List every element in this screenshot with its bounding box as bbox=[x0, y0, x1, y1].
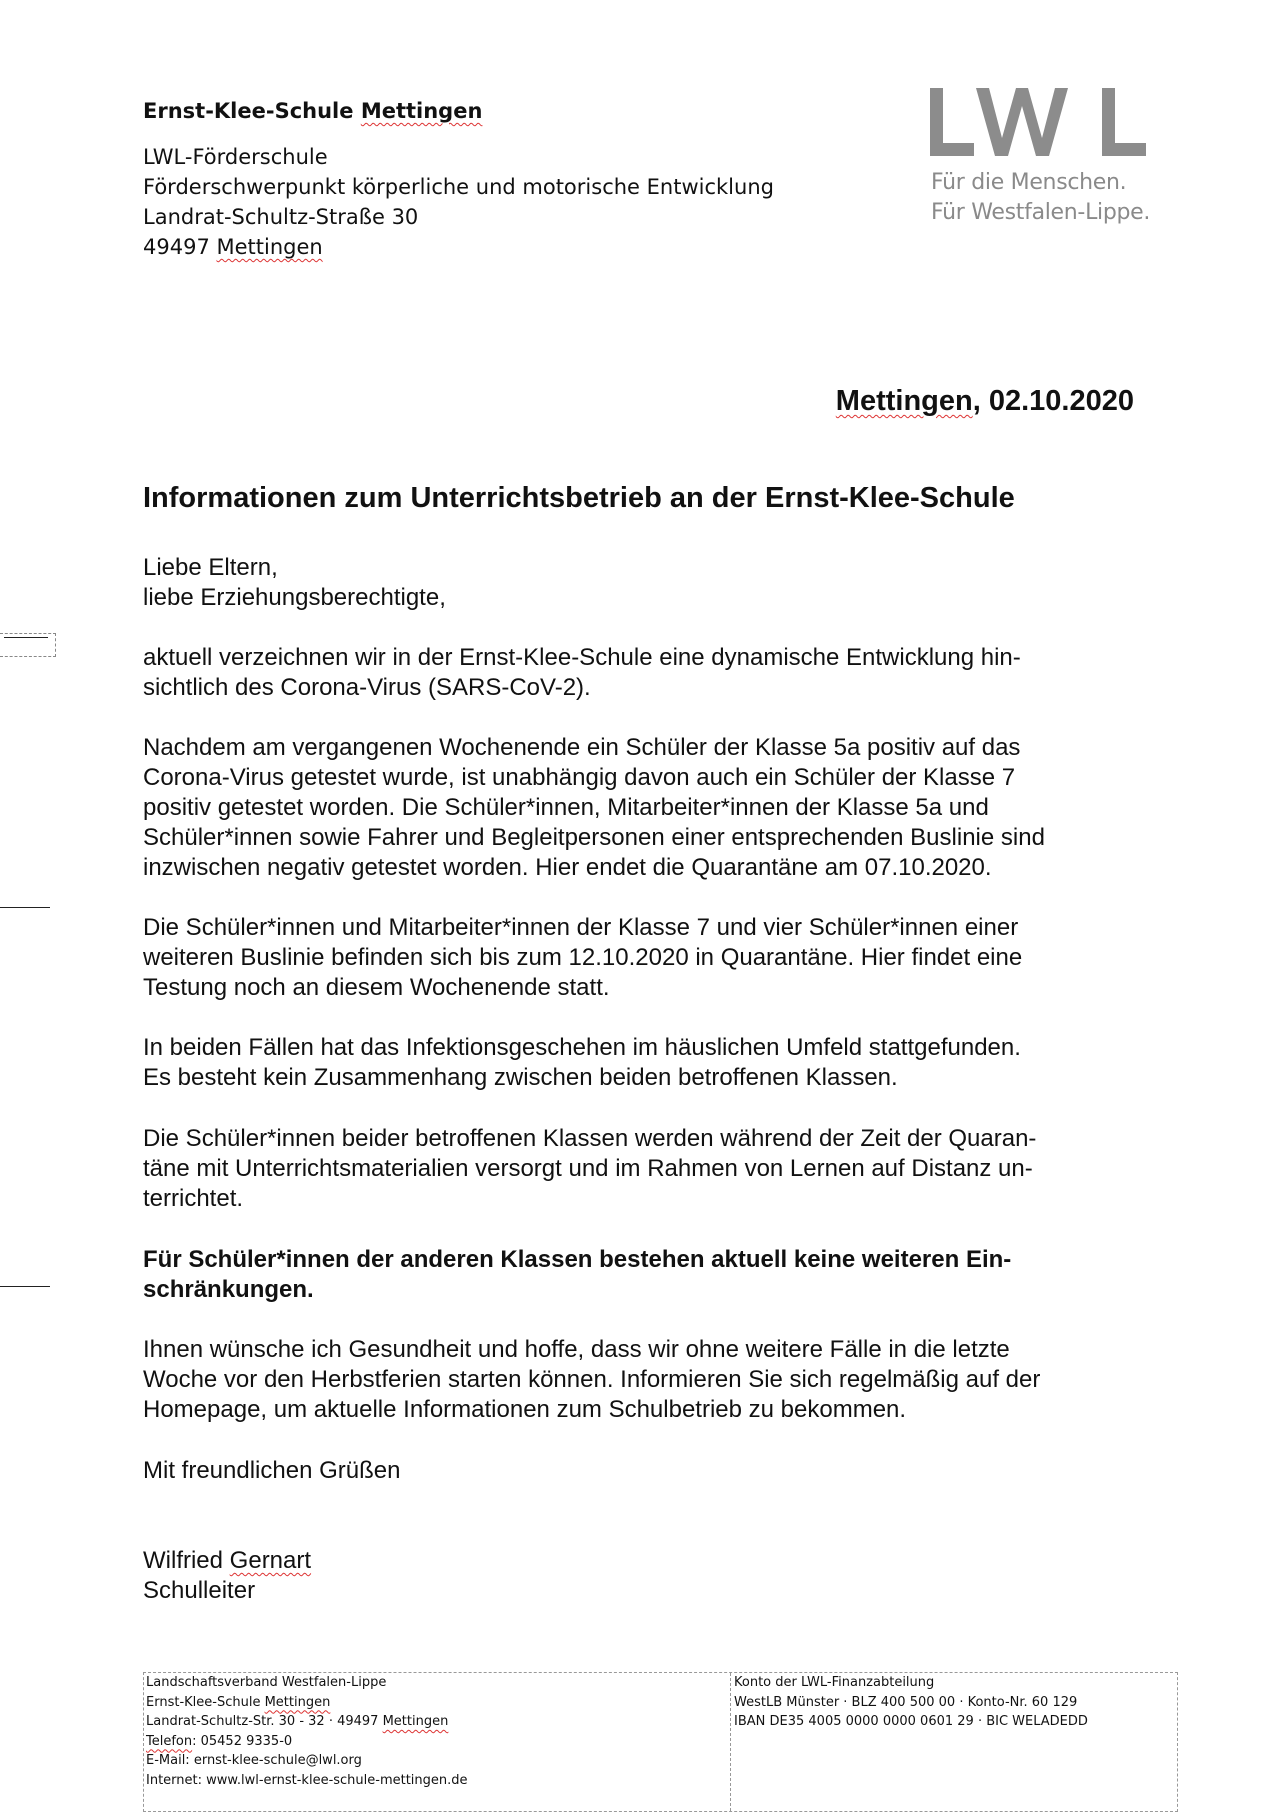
spellcheck-word: Mettingen bbox=[382, 1714, 449, 1729]
logo-tagline: Für Westfalen-Lippe. bbox=[931, 200, 1151, 225]
text-line: Schüler*innen sowie Fahrer und Begleitpersonen einer entsprechenden Buslinie sind bbox=[143, 824, 1045, 851]
footer-line: Landrat-Schultz-Str. 30 - 32 · 49497 Mettingen bbox=[146, 1714, 449, 1729]
spellcheck-word: Mettingen bbox=[264, 1694, 331, 1710]
footer-line: Internet: www.lwl-ernst-klee-schule-mettingen.de bbox=[146, 1772, 468, 1788]
signature-name: Wilfried Gernart bbox=[143, 1547, 312, 1574]
address-line: LWL-Förderschule bbox=[143, 145, 328, 169]
letter-date: Mettingen, 02.10.2020 bbox=[835, 385, 1134, 417]
paragraph bbox=[143, 1124, 1133, 1214]
logo-tagline: Für die Menschen. bbox=[931, 170, 1127, 195]
text-line: inzwischen negativ getestet worden. Hier endet die Quarantäne am 07.10.2020. bbox=[143, 854, 992, 881]
paragraph bbox=[143, 1033, 1133, 1093]
letter-subject: Informationen zum Unterrichtsbetrieb an der Ernst-Klee-Schule bbox=[143, 482, 1015, 514]
text-line: aktuell verzeichnen wir in der Ernst-Klee-Schule eine dynamische Entwicklung hin- bbox=[143, 644, 1021, 671]
address-line: Förderschwerpunkt körperliche und motorische Entwicklung bbox=[143, 175, 774, 199]
text-line: sichtlich des Corona-Virus (SARS-CoV-2). bbox=[143, 674, 591, 701]
text-line: Für Schüler*innen der anderen Klassen bestehen aktuell keine weiteren Ein- bbox=[143, 1246, 1012, 1273]
footer-line: IBAN DE35 4005 0000 0000 0601 29 · BIC WELADEDD bbox=[734, 1714, 1088, 1729]
text-line: positiv getestet worden. Die Schüler*innen, Mitarbeiter*innen der Klasse 5a und bbox=[143, 794, 989, 821]
footer-line: Telefon: 05452 9335-0 bbox=[146, 1733, 293, 1749]
text-line: Homepage, um aktuelle Informationen zum Schulbetrieb zu bekommen. bbox=[143, 1396, 907, 1423]
text-line: Corona-Virus getestet wurde, ist unabhängig davon auch ein Schüler der Klasse 7 bbox=[143, 764, 1016, 791]
fold-mark bbox=[0, 1286, 50, 1287]
footer-line: WestLB Münster · BLZ 400 500 00 · Konto-Nr. 60 129 bbox=[734, 1694, 1078, 1710]
spellcheck-word: Gernart bbox=[229, 1547, 312, 1574]
text-line: Nachdem am vergangenen Wochenende ein Schüler der Klasse 5a positiv auf das bbox=[143, 734, 1021, 761]
text-line: In beiden Fällen hat das Infektionsgeschehen im häuslichen Umfeld stattgefunden. bbox=[143, 1034, 1021, 1061]
salutation bbox=[143, 553, 1133, 613]
school-name: Ernst-Klee-Schule Mettingen bbox=[143, 99, 483, 123]
footer-bank bbox=[734, 1673, 1088, 1732]
text-line: täne mit Unterrichtsmaterialien versorgt und im Rahmen von Lernen auf Distanz un- bbox=[143, 1155, 1033, 1182]
lwl-wordmark-icon bbox=[930, 88, 1152, 156]
text-line: Die Schüler*innen beider betroffenen Klassen werden während der Zeit der Quaran- bbox=[143, 1125, 1037, 1152]
footer-line: Konto der LWL-Finanzabteilung bbox=[734, 1675, 935, 1690]
salutation-line: Liebe Eltern, bbox=[143, 554, 278, 581]
address-line: 49497 Mettingen bbox=[143, 235, 323, 259]
spellcheck-word: Telefon bbox=[146, 1733, 193, 1749]
footer-line: E-Mail: ernst-klee-schule@lwl.org bbox=[146, 1753, 362, 1768]
address-line: Landrat-Schultz-Straße 30 bbox=[143, 205, 419, 229]
sender-address bbox=[143, 142, 774, 262]
text-line: Woche vor den Herbstferien starten können. Informieren Sie sich regelmäßig auf der bbox=[143, 1366, 1041, 1393]
signature-role: Schulleiter bbox=[143, 1577, 256, 1604]
paragraph bbox=[143, 913, 1133, 1003]
closing: Mit freundlichen Grüßen bbox=[143, 1457, 401, 1484]
text-line: Ihnen wünsche ich Gesundheit und hoffe, dass wir ohne weitere Fälle in die letzte bbox=[143, 1336, 1010, 1363]
footer-line: Ernst-Klee-Schule Mettingen bbox=[146, 1694, 331, 1710]
signature-block bbox=[143, 1546, 1133, 1606]
fold-mark-frame bbox=[0, 633, 56, 657]
footer-line: Landschaftsverband Westfalen-Lippe bbox=[146, 1675, 387, 1690]
text-line: terrichtet. bbox=[143, 1185, 244, 1212]
paragraph bbox=[143, 643, 1133, 703]
paragraph bbox=[143, 733, 1133, 883]
footer-divider bbox=[730, 1673, 731, 1811]
text-line: weiteren Buslinie befinden sich bis zum 12.10.2020 in Quarantäne. Hier findet eine bbox=[143, 944, 1023, 971]
text-line: Die Schüler*innen und Mitarbeiter*innen der Klasse 7 und vier Schüler*innen einer bbox=[143, 914, 1019, 941]
fold-mark bbox=[4, 637, 48, 638]
spellcheck-word: Mettingen bbox=[216, 235, 323, 259]
footer-table bbox=[143, 1672, 1178, 1812]
text-line: schränkungen. bbox=[143, 1276, 314, 1303]
footer-address bbox=[146, 1673, 468, 1790]
bold-paragraph bbox=[143, 1245, 1133, 1305]
spellcheck-word: Mettingen bbox=[835, 385, 973, 417]
text-line: Testung noch an diesem Wochenende statt. bbox=[143, 974, 610, 1001]
paragraph bbox=[143, 1335, 1133, 1425]
text-line: Es besteht kein Zusammenhang zwischen beiden betroffenen Klassen. bbox=[143, 1064, 898, 1091]
salutation-line: liebe Erziehungsberechtigte, bbox=[143, 584, 446, 611]
fold-mark bbox=[0, 907, 50, 908]
spellcheck-word: Mettingen bbox=[360, 99, 483, 123]
